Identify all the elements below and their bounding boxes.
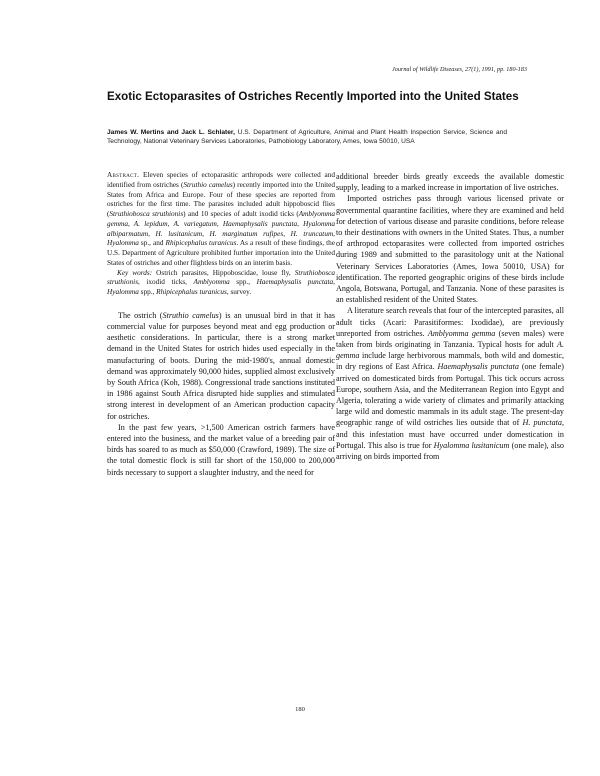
body-paragraph: Imported ostriches pass through various licensed private or governmental quarantine facilities, where they are examined and held for detection of various disease and parasite conditions, before release to their destinations with owners in the United States. Thus, a number of arthropod ectoparasites were collected from imported ostriches during 1989 and submitted to the parasitology unit at the National Veterinary Services Laboratories (Ames, Iowa 50010, USA) for identification. The reported geographic origins of these birds include Angola, Botswana, Portugal, and Tanzania. None of these parasites is an established resident of the United States.: [336, 194, 564, 305]
italic-term: Struthio camelus: [162, 310, 219, 320]
italic-term: Haemaphysalis punctata, Hyalomma: [107, 278, 335, 296]
italic-term: A. gemma: [336, 340, 564, 361]
running-head: Journal of Wildlife Diseases, 27(1), 1991, pp. 180-183: [392, 66, 527, 73]
body-paragraph: In the past few years, >1,500 American ostrich farmers have entered into the business, and the market value of a breeding pair of birds has soared to as much as $50,000 (Crawford, 1989). The size of the total domestic flock is still far short of the 150,000 to 200,000 birds necessary to support a slaughter industry, and the need for: [107, 422, 335, 477]
keywords-paragraph: [107, 269, 335, 298]
spacer: [107, 298, 335, 310]
abstract-paragraph: [107, 171, 335, 269]
author-affiliation: U.S. Department of Agriculture, Animal and Plant Health Inspection Service, Science and Technology, National Veterinary Services Laboratories, Pathobiology Laboratory, Ames, Iowa 50010, USA: [107, 129, 507, 146]
italic-term: Hyalomma lusitanicum: [433, 440, 510, 450]
abstract-label: Abstract.: [107, 171, 140, 179]
italic-term: Rhipicephalus turanicus: [156, 288, 227, 296]
abstract: [107, 171, 335, 298]
italic-term: Struthiobosca struthionis: [109, 210, 184, 218]
italic-term: Amblyomma gemma: [427, 328, 496, 338]
body-paragraph: A literature search reveals that four of the intercepted parasites, all adult ticks (Acari: Parasitiformes: Ixodidae), are previously unreported from ostriches. Amblyomma gemma (seven males) were taken from birds originating in Tanzania. Typical hosts for adult A. gemma include large herbivorous mammals, both wild and domestic, in dry regions of East Africa. Haemaphysalis punctata (one female) arrived on domesticated birds from Portugal. This tick occurs across Europe, southern Asia, and the Mediterranean Region into Egypt and Algeria, tolerating a wide variety of climates and primarily attacking large wild and domestic mammals in its adult stage. The present-day geographic range of wild ostriches lies outside that of H. punctata, and this infestation must have occurred under domestication in Portugal. This also is true for Hyalomma lusitanicum (one male), also arriving on birds imported from: [336, 306, 564, 462]
abstract-text: Eleven species of ectoparasitic arthropods were collected and identified from ostriches (Struthio camelus) recently imported into the United States from Africa and Europe. Four of these species are reported from ostriches for the first time. The parasites included adult hippoboscid flies (Struthiobosca struthionis) and 10 species of adult ixodid ticks (Amblyomma gemma, A. lepidum, A. variegatum, Haemaphysalis punctata, Hyalomma albiparmatum, H. lusitanicum, H. marginatum rufipes, H. truncatum, Hyalomma sp., and Rhipicephalus turanicus. As a result of these findings, the U.S. Department of Agriculture prohibited further importation into the United States of ostriches and other flightless birds on an interim basis.: [107, 171, 336, 267]
italic-term: Amblyomma: [193, 278, 230, 287]
italic-term: Rhipicephalus turanicus: [165, 239, 237, 248]
italic-term: Haemaphysalis punctata: [437, 362, 519, 372]
right-column: [336, 171, 564, 462]
left-column: [107, 171, 335, 478]
keywords-label: Key words:: [117, 268, 153, 277]
body-paragraph: The ostrich (Struthio camelus) is an unusual bird in that it has commercial value for purposes beyond meat and egg production or aesthetic considerations. In particular, there is a strong market demand in the United States for ostrich hides used especially in the manufacturing of boots. During the mid-1980's, annual domestic demand was approximately 90,000 hides, supplied almost exclusively by South Africa (Koh, 1988). Congressional trade sanctions instituted in 1986 against South Africa disrupted hide supplies and stimulated strong interest in development of an American production capacity for ostriches.: [107, 310, 336, 421]
italic-term: H. punctata: [522, 418, 562, 428]
author-names: James W. Mertins and Jack L. Schlater,: [107, 129, 235, 136]
keywords-text: Ostrich parasites, Hippoboscidae, louse fly, Struthiobosca struthionis, ixodid ticks, Amblyomma spp., Haemaphysalis punctata, Hyalomma spp., Rhipicephalus turanicus, survey.: [107, 268, 335, 296]
italic-term: Amblyomma gemma, A. lepidum, A. variegatum, Haemaphysalis punctata, Hyalomma albiparmatum, H. lusitanicum, H. marginatum rufipes, H. truncatum, Hyalomma: [107, 210, 335, 248]
page-number: 180: [295, 706, 305, 713]
italic-term: Struthiobosca struthionis: [107, 268, 335, 287]
author-block: [107, 128, 507, 147]
left-body-text: [107, 310, 335, 478]
article-title: Exotic Ectoparasites of Ostriches Recently Imported into the United States: [107, 90, 519, 103]
body-paragraph: additional breeder birds greatly exceeds the available domestic supply, leading to a marked increase in importation of live ostriches.: [336, 172, 564, 193]
italic-term: Struthio camelus: [183, 180, 233, 189]
